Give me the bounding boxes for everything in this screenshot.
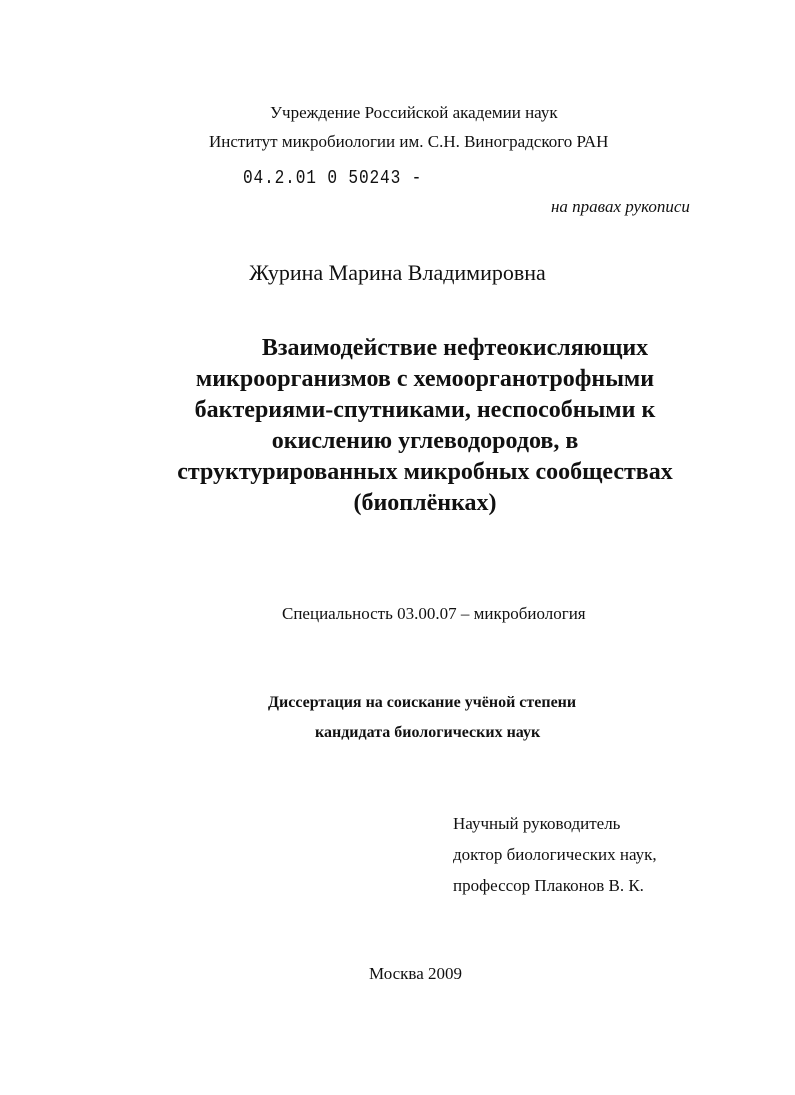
supervisor-line-2: доктор биологических наук,: [453, 845, 657, 864]
supervisor-line-1: Научный руководитель: [453, 814, 621, 833]
dissertation-title: [130, 333, 720, 519]
institution-line-2: Институт микробиологии им. С.Н. Виноградского РАН: [209, 132, 609, 151]
title-line: микроорганизмов с хемоорганотрофными: [195, 366, 655, 392]
title-line: структурированных микробных сообществах: [177, 459, 673, 485]
author-name: Журина Марина Владимировна: [249, 260, 546, 285]
title-line: (биоплёнках): [353, 490, 497, 516]
degree-line-2: кандидата биологических наук: [315, 724, 541, 741]
stamp-number: 04.2.01 0 50243 -: [243, 167, 423, 189]
title-line: окислению углеводородов, в: [271, 428, 579, 454]
title-line: бактериями-спутниками, неспособными к: [194, 397, 656, 423]
city-year: Москва 2009: [369, 964, 463, 983]
supervisor-line-3: профессор Плаконов В. К.: [453, 876, 644, 895]
institution-line-1: Учреждение Российской академии наук: [270, 103, 558, 122]
degree-line-1: Диссертация на соискание учёной степени: [268, 694, 577, 711]
title-line: Взаимодействие нефтеокисляющих: [261, 335, 649, 361]
specialty: Специальность 03.00.07 – микробиология: [282, 604, 586, 623]
manuscript-note: на правах рукописи: [551, 197, 690, 216]
